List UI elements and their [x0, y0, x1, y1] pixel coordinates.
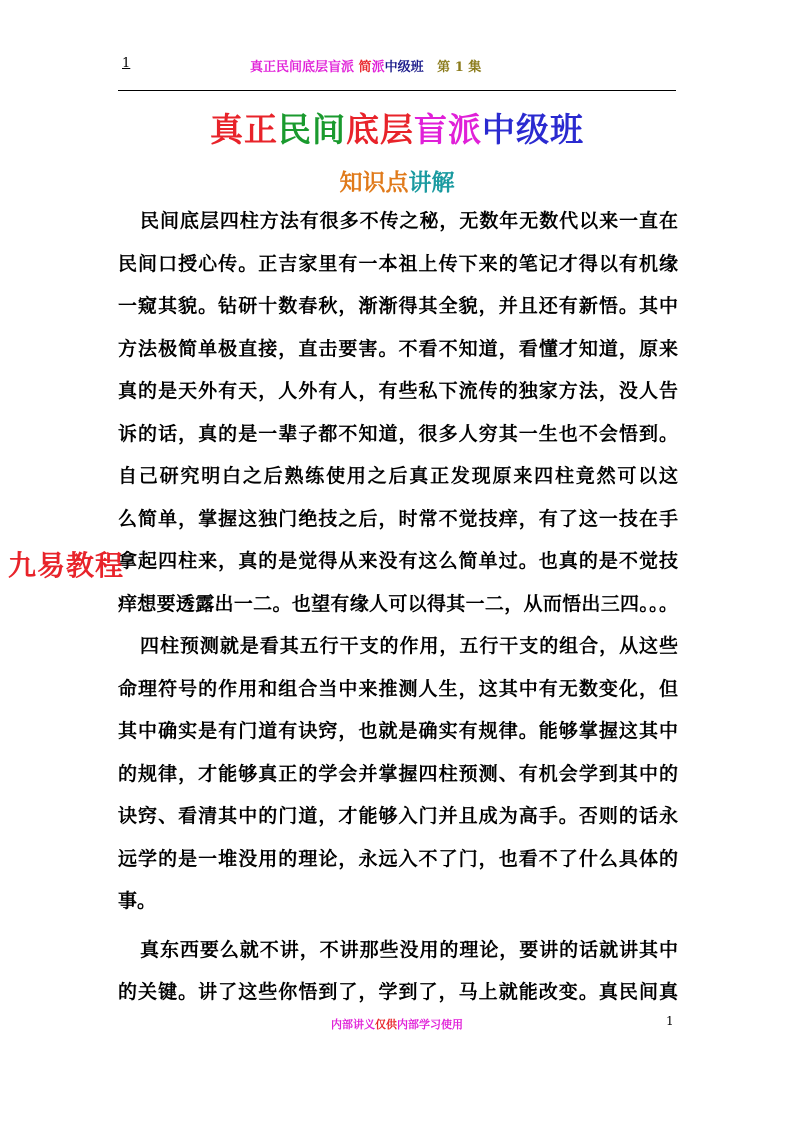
- body-line: 的关键。讲了这些你悟到了，学到了，马上就能改变。真民间真: [118, 981, 678, 1003]
- footer-page-number: 1: [666, 1014, 674, 1028]
- body-line: 自己研究明白之后熟练使用之后真正发现原来四柱竟然可以这: [118, 465, 678, 487]
- body-line: 民间底层四柱方法有很多不传之秘，无数年无数代以来一直在: [140, 210, 678, 232]
- title-part5: 中级班: [482, 110, 584, 149]
- title-part1: 真正: [210, 110, 278, 149]
- watermark: 九易教程: [8, 549, 125, 582]
- header-title-part2: 简: [358, 60, 372, 75]
- body-line: 事。: [118, 890, 157, 912]
- title-part4: 盲派: [414, 110, 482, 149]
- body-line: 民间口授心传。正吉家里有一本祖上传下来的笔记才得以有机缘: [118, 252, 678, 275]
- body-line: 一窥其貌。钻研十数春秋，渐渐得其全貌，并且还有新悟。其中: [118, 295, 678, 317]
- body-line: 的规律，才能够真正的学会并掌握四柱预测、有机会学到其中的: [118, 762, 678, 785]
- title-part2: 民间: [278, 110, 346, 149]
- body-line: 拿起四柱来，真的是觉得从来没有这么简单过。也真的是不觉技: [118, 550, 678, 572]
- body-line: 诉的话，真的是一辈子都不知道，很多人穷其一生也不会悟到。: [118, 422, 678, 445]
- body-line: 真东西要么就不讲，不讲那些没用的理论，要讲的话就讲其中: [140, 938, 678, 961]
- header-title: [250, 56, 481, 75]
- body-line: 方法极简单极直接，直击要害。不看不知道，看懂才知道，原来: [118, 337, 678, 360]
- page-header: [118, 56, 676, 78]
- header-episode: 第 1 集: [437, 60, 482, 75]
- body-line: 诀窍、看清其中的门道，才能够入门并且成为高手。否则的话永: [118, 805, 678, 827]
- body-line: 其中确实是有门道有诀窍，也就是确实有规律。能够掌握这其中: [118, 720, 678, 742]
- header-title-part4: 中级班: [384, 60, 424, 75]
- body-line: 么简单，掌握这独门绝技之后，时常不觉技痒，有了这一技在手: [118, 507, 678, 530]
- page-title: [0, 104, 794, 151]
- title-part3: 底层: [346, 110, 414, 149]
- header-page-number: 1: [122, 56, 131, 71]
- footer-part3: 内部学习使用: [397, 1018, 463, 1031]
- body-line: 命理符号的作用和组合当中来推测人生，这其中有无数变化，但: [118, 677, 678, 700]
- body-line: 四柱预测就是看其五行干支的作用，五行干支的组合，从这些: [140, 635, 678, 657]
- subtitle-part1: 知识点: [339, 169, 409, 196]
- body-line: 痒想要透露出一二。也望有缘人可以得其一二，从而悟出三四。。。: [118, 592, 678, 615]
- header-rule: [118, 90, 676, 91]
- body-text: [118, 200, 678, 1014]
- page-subtitle: [0, 164, 794, 197]
- footer-part2: 仅供: [375, 1018, 397, 1031]
- header-title-part1: 真正民间底层盲派: [250, 60, 355, 75]
- body-line: 真的是天外有天，人外有人，有些私下流传的独家方法，没人告: [118, 380, 678, 402]
- page-footer: [0, 1016, 794, 1032]
- footer-part1: 内部讲义: [331, 1018, 375, 1031]
- subtitle-part2: 讲解: [408, 169, 455, 196]
- header-title-part3: 派: [371, 60, 385, 75]
- body-line: 远学的是一堆没用的理论，永远入不了门，也看不了什么具体的: [118, 847, 678, 870]
